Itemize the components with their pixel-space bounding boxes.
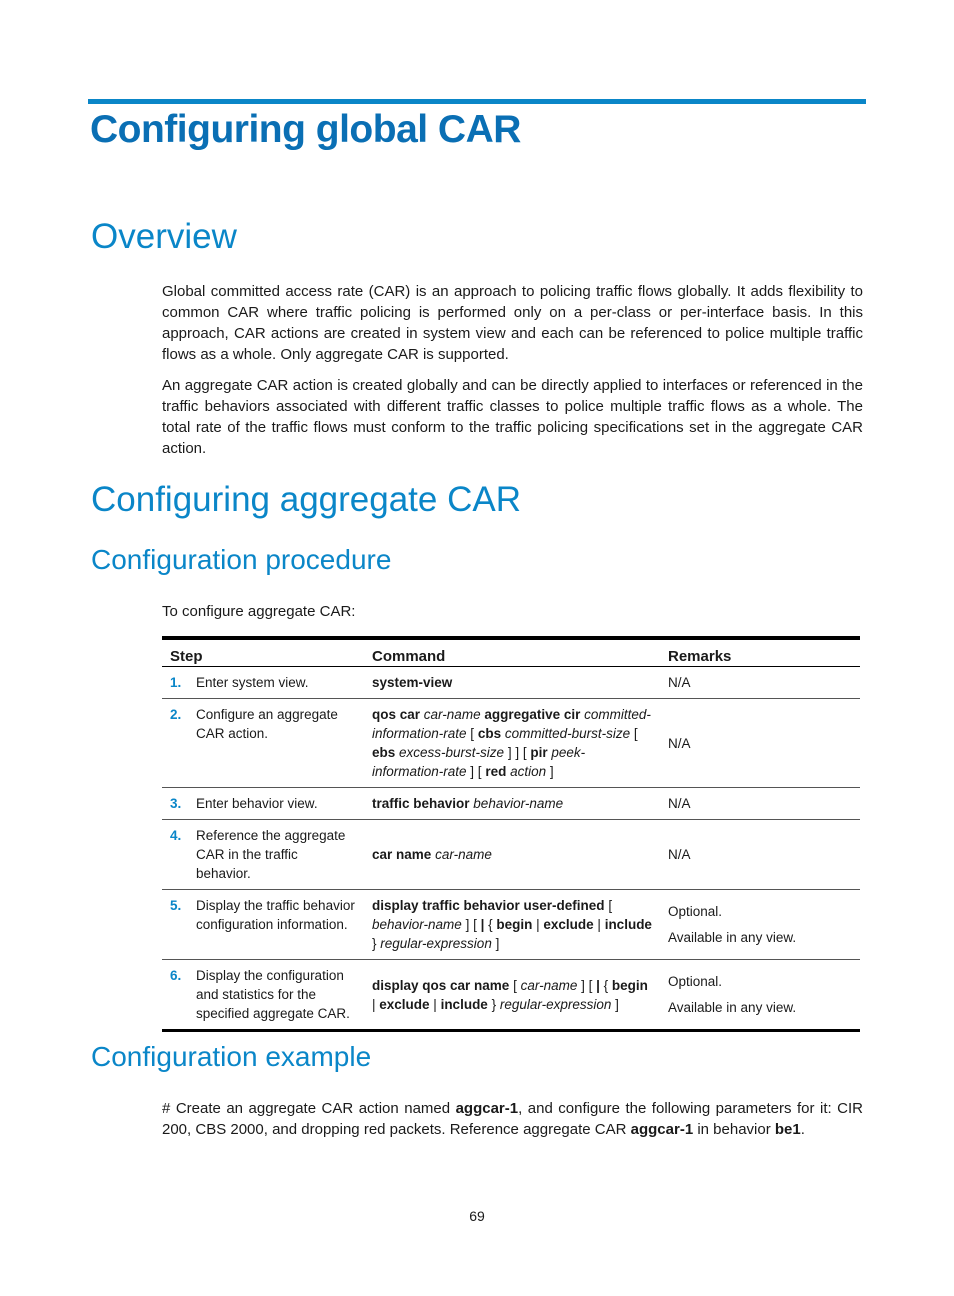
keyword: exclude xyxy=(379,996,430,1012)
remark-line: N/A xyxy=(668,735,691,751)
step-description: Enter behavior view. xyxy=(188,788,364,820)
argument: action xyxy=(510,764,547,779)
text-run: . xyxy=(800,1121,805,1138)
text-run: | xyxy=(372,996,380,1012)
step-description: Reference the aggregate CAR in the traffic behavior. xyxy=(188,820,364,890)
step-command xyxy=(364,699,660,788)
step-number: 1. xyxy=(162,667,188,699)
table-row xyxy=(162,890,860,960)
text-run: } xyxy=(487,996,500,1012)
keyword: red xyxy=(485,764,507,779)
argument: excess-burst-size xyxy=(399,745,505,760)
text-run: ] xyxy=(546,764,554,779)
keyword: be1 xyxy=(774,1121,801,1138)
chapter-title: Configuring global CAR xyxy=(90,108,521,151)
step-description: Configure an aggregate CAR action. xyxy=(188,699,364,788)
text-run: ] [ xyxy=(577,977,597,993)
step-command xyxy=(364,820,660,890)
keyword: aggregative cir xyxy=(484,707,581,722)
keyword: | xyxy=(480,917,485,932)
remark-line: Optional. xyxy=(668,904,723,919)
text-run: ] xyxy=(491,936,500,951)
argument: peek-information-rate xyxy=(372,745,586,779)
step-number: 4. xyxy=(162,820,188,890)
table-row xyxy=(162,820,860,890)
text-run: [ xyxy=(604,898,613,913)
keyword: begin xyxy=(496,917,533,932)
text-run: in behavior xyxy=(693,1121,775,1138)
argument: behavior-name xyxy=(473,796,564,811)
keyword: car name xyxy=(372,847,432,862)
step-command xyxy=(364,788,660,820)
page-number: 69 xyxy=(469,1208,485,1224)
remark-line: Optional. xyxy=(668,974,723,989)
step-number: 6. xyxy=(162,960,188,1031)
text-run: [ xyxy=(630,726,638,741)
keyword: display qos car name xyxy=(372,977,510,993)
step-number: 5. xyxy=(162,890,188,960)
keyword: ebs xyxy=(372,745,396,760)
table-header-row xyxy=(162,638,860,667)
text-run: { xyxy=(484,917,497,932)
aggregate-car-heading: Configuring aggregate CAR xyxy=(91,480,521,519)
text-run: [ xyxy=(466,726,478,741)
table-body xyxy=(162,667,860,1031)
chapter-top-rule xyxy=(88,99,866,104)
step-number: 2. xyxy=(162,699,188,788)
step-command xyxy=(364,960,660,1031)
remark-line: N/A xyxy=(668,847,691,862)
overview-paragraph-2: An aggregate CAR action is created globally and can be directly applied to interfaces or referenced in the traffic behaviors associated with different traffic classes to police multiple traffic flows as a whole. The total rate of the traffic flows must conform to the traffic policing specifications set in the aggregate CAR action. xyxy=(162,377,863,457)
step-command xyxy=(364,667,660,699)
keyword: include xyxy=(604,917,652,932)
step-number: 3. xyxy=(162,788,188,820)
text-run: , and configure the following parameters for it: CIR 200, CBS 2000, and dropping red packets. Reference aggregate CAR xyxy=(162,1100,863,1138)
text-run: ] [ xyxy=(466,764,486,779)
command-column-header: Command xyxy=(364,638,660,667)
text-run: | xyxy=(593,917,605,932)
keyword: include xyxy=(440,996,488,1012)
keyword: qos car xyxy=(372,707,421,722)
example-heading: Configuration example xyxy=(91,1041,372,1072)
text-run: } xyxy=(372,936,381,951)
step-remarks xyxy=(660,960,860,1031)
configuration-table xyxy=(162,636,860,1032)
text-run: [ xyxy=(509,977,521,993)
step-command xyxy=(364,890,660,960)
step-remarks xyxy=(660,667,860,699)
text-run: { xyxy=(599,977,612,993)
argument: committed-burst-size xyxy=(504,726,631,741)
argument: car-name xyxy=(435,847,492,862)
remark-line: N/A xyxy=(668,796,691,811)
step-description: Display the traffic behavior configuration information. xyxy=(188,890,364,960)
argument: regular-expression xyxy=(380,936,492,951)
keyword: traffic behavior xyxy=(372,796,470,811)
overview-paragraph-1: Global committed access rate (CAR) is an approach to policing traffic flows globally. It adds flexibility to common CAR where traffic policing is performed only on a per-class or per-interface basis. In this approach, CAR actions are created in system view and each can be referenced to police multiple traffic flows as a whole. Only aggregate CAR is supported. xyxy=(162,283,863,363)
table-row xyxy=(162,960,860,1031)
text-run: ] ] [ xyxy=(504,745,531,760)
remark-line: Available in any view. xyxy=(668,1000,797,1015)
keyword: aggcar-1 xyxy=(455,1100,519,1117)
remarks-column-header: Remarks xyxy=(660,638,860,667)
text-run: ] [ xyxy=(461,917,481,932)
remark-line: Available in any view. xyxy=(668,930,797,945)
procedure-heading: Configuration procedure xyxy=(91,544,392,575)
keyword: system-view xyxy=(372,675,453,690)
argument: behavior-name xyxy=(372,917,462,932)
text-run: | xyxy=(532,917,544,932)
argument: car-name xyxy=(423,707,481,722)
step-description: Display the configuration and statistics for the specified aggregate CAR. xyxy=(188,960,364,1031)
step-description: Enter system view. xyxy=(188,667,364,699)
table-row xyxy=(162,788,860,820)
step-remarks xyxy=(660,788,860,820)
text-run: | xyxy=(429,996,441,1012)
table-row xyxy=(162,667,860,699)
step-remarks xyxy=(660,890,860,960)
argument: car-name xyxy=(520,977,578,993)
step-remarks xyxy=(660,820,860,890)
overview-heading: Overview xyxy=(91,217,237,256)
procedure-intro: To configure aggregate CAR: xyxy=(162,603,356,620)
text-run: # Create an aggregate CAR action named xyxy=(162,1100,456,1117)
argument: regular-expression xyxy=(499,996,612,1012)
keyword: aggcar-1 xyxy=(630,1121,694,1138)
keyword: exclude xyxy=(543,917,594,932)
keyword: display traffic behavior user-defined xyxy=(372,898,605,913)
keyword: pir xyxy=(530,745,548,760)
text-run: ] xyxy=(611,996,619,1012)
keyword: | xyxy=(596,977,600,993)
argument: committed-information-rate xyxy=(372,707,651,741)
step-column-header: Step xyxy=(162,638,364,667)
table-row xyxy=(162,699,860,788)
keyword: cbs xyxy=(477,726,502,741)
example-paragraph xyxy=(162,1098,863,1140)
keyword: begin xyxy=(611,977,648,993)
remark-line: N/A xyxy=(668,675,691,690)
step-remarks xyxy=(660,699,860,788)
